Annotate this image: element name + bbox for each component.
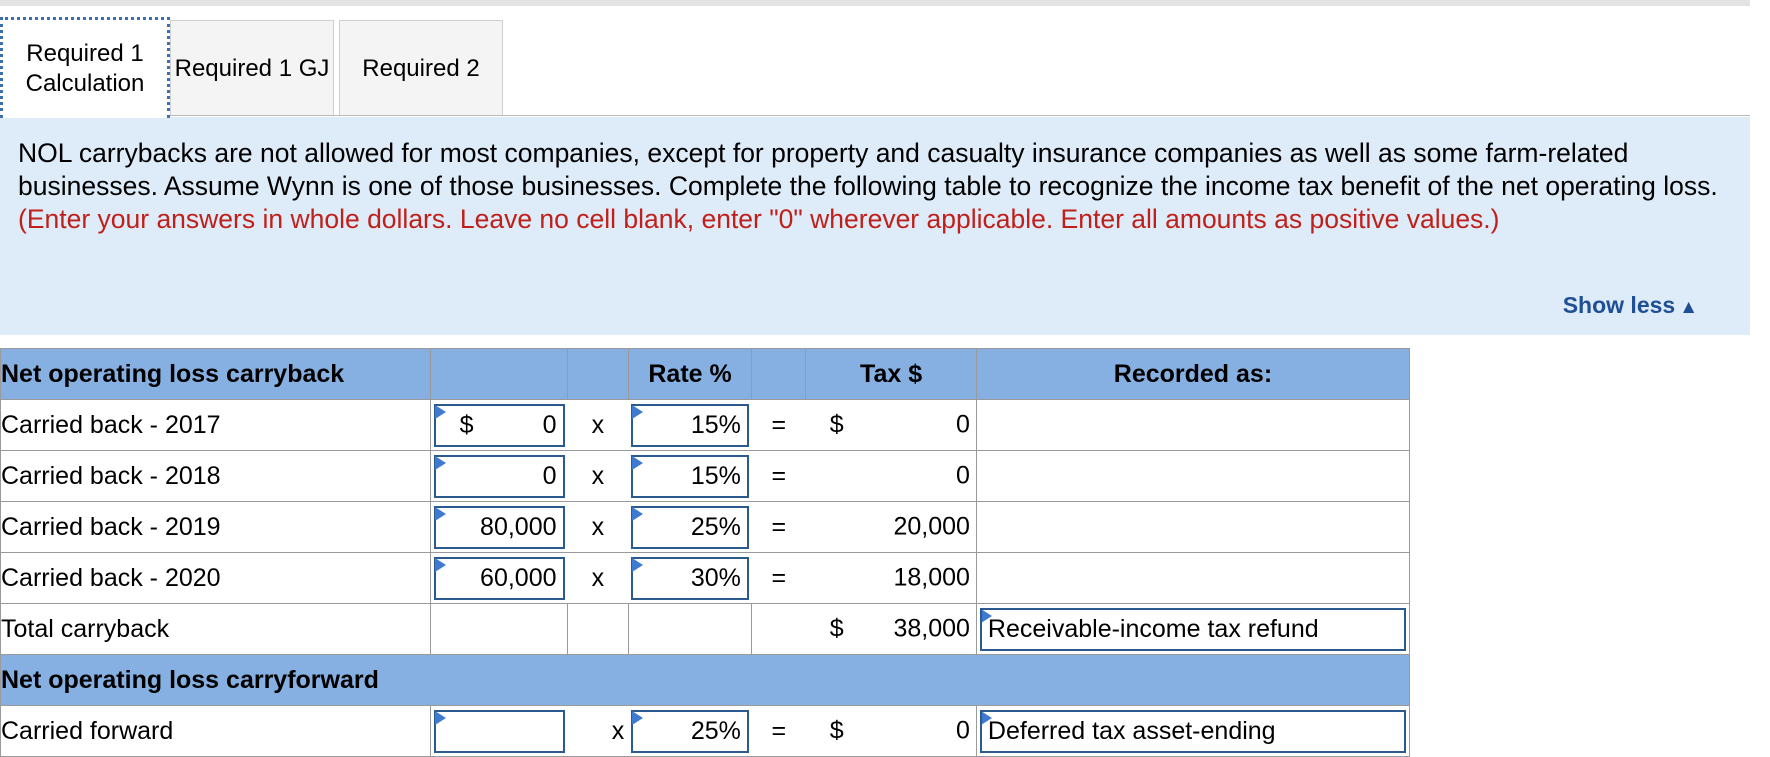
- total-tax-cell: [806, 604, 977, 655]
- nol-table: [0, 348, 1410, 757]
- total-empty-cell: [568, 604, 629, 655]
- currency-symbol: $: [829, 410, 844, 439]
- amount-cell: [430, 706, 567, 757]
- carryforward-row: [1, 706, 1410, 757]
- times-sign: x: [568, 706, 629, 757]
- amount-cell: [430, 451, 567, 502]
- tab-label-line2: Calculation: [25, 70, 145, 97]
- amount-input[interactable]: [434, 506, 565, 549]
- rate-value: 30%: [690, 563, 741, 592]
- times-sign: x: [568, 553, 629, 604]
- amount-input[interactable]: [434, 404, 565, 447]
- equals-sign: =: [752, 502, 806, 553]
- tab-required-2[interactable]: [339, 20, 503, 116]
- rate-cell: [628, 451, 752, 502]
- table-row: [1, 502, 1410, 553]
- rate-cell: [628, 706, 752, 757]
- header-recorded: Recorded as:: [976, 349, 1409, 400]
- rate-cell: [628, 553, 752, 604]
- total-empty-cell: [752, 604, 806, 655]
- header-carryback: Net operating loss carryback: [1, 349, 431, 400]
- amount-value: 60,000: [480, 563, 557, 592]
- show-less-label: Show less: [1562, 292, 1676, 318]
- tax-value: 0: [956, 716, 970, 745]
- recorded-cell: [976, 706, 1409, 757]
- total-recorded-cell: [976, 604, 1409, 655]
- equals-sign: =: [752, 553, 806, 604]
- rate-input[interactable]: [631, 710, 749, 753]
- tax-cell: [806, 553, 977, 604]
- table-row: [1, 400, 1410, 451]
- tax-value: 0: [956, 410, 970, 439]
- amount-cell: [430, 553, 567, 604]
- recorded-cell: [976, 553, 1409, 604]
- tax-cell: [806, 706, 977, 757]
- rate-cell: [628, 400, 752, 451]
- carryforward-header-row: [1, 655, 1410, 706]
- equals-sign: =: [752, 400, 806, 451]
- rate-cell: [628, 502, 752, 553]
- tax-value: 18,000: [893, 563, 970, 592]
- total-row: [1, 604, 1410, 655]
- tax-value: 20,000: [893, 512, 970, 541]
- currency-symbol: $: [829, 716, 844, 745]
- currency-symbol: $: [829, 614, 844, 643]
- recorded-cell: [976, 502, 1409, 553]
- rate-input[interactable]: [631, 506, 749, 549]
- table-row: [1, 451, 1410, 502]
- tab-required-1-gj[interactable]: [170, 20, 334, 116]
- show-less-link[interactable]: [1563, 289, 1698, 324]
- recorded-cell: [976, 400, 1409, 451]
- tax-cell: [806, 502, 977, 553]
- recorded-as-select[interactable]: [980, 710, 1406, 753]
- rate-input[interactable]: [631, 455, 749, 498]
- tab-required-1-calculation[interactable]: [0, 17, 170, 118]
- amount-input[interactable]: [434, 455, 565, 498]
- recorded-cell: [976, 451, 1409, 502]
- amount-value: 80,000: [480, 512, 557, 541]
- instructions-panel: [0, 117, 1750, 335]
- amount-cell: [430, 400, 567, 451]
- tab-label-line1: Required 1: [26, 40, 144, 67]
- tab-label: Required 1 GJ: [174, 54, 330, 82]
- header-eq: [752, 349, 806, 400]
- tax-cell: [806, 400, 977, 451]
- currency-symbol: $: [459, 410, 474, 439]
- header-tax: Tax $: [806, 349, 977, 400]
- header-x: [568, 349, 629, 400]
- amount-value: 0: [542, 461, 557, 490]
- rate-value: 25%: [690, 716, 741, 745]
- header-carryforward: Net operating loss carryforward: [1, 655, 1410, 706]
- amount-value: 0: [542, 410, 557, 439]
- total-empty-cell: [430, 604, 567, 655]
- recorded-as-value: Receivable-income tax refund: [987, 614, 1319, 643]
- tax-cell: [806, 451, 977, 502]
- table-row: [1, 553, 1410, 604]
- rate-value: 25%: [690, 512, 741, 541]
- header-rate: Rate %: [628, 349, 752, 400]
- total-label: Total carryback: [1, 604, 431, 655]
- row-label: Carried forward: [1, 706, 431, 757]
- equals-sign: =: [752, 706, 806, 757]
- rate-input[interactable]: [631, 404, 749, 447]
- amount-input[interactable]: [434, 557, 565, 600]
- rate-input[interactable]: [631, 557, 749, 600]
- tab-bar: [0, 17, 1750, 117]
- amount-cell: [430, 502, 567, 553]
- recorded-as-select[interactable]: [980, 608, 1406, 651]
- triangle-up-icon: ▲: [1679, 297, 1698, 318]
- row-label: Carried back - 2018: [1, 451, 431, 502]
- row-label: Carried back - 2017: [1, 400, 431, 451]
- total-tax-value: 38,000: [893, 614, 970, 643]
- instructions-text: NOL carrybacks are not allowed for most companies, except for property and casualty insurance companies as well as some farm-related businesses. Assume Wynn is one of those businesses. Complete the following table to recognize the income tax benefit of the net operating loss.: [18, 138, 1718, 201]
- table-header-row: [1, 349, 1410, 400]
- times-sign: x: [568, 400, 629, 451]
- tax-value: 0: [956, 461, 970, 490]
- recorded-as-value: Deferred tax asset-ending: [987, 716, 1276, 745]
- row-label: Carried back - 2020: [1, 553, 431, 604]
- total-empty-cell: [628, 604, 752, 655]
- top-bar: [0, 0, 1750, 6]
- carryforward-amount-input[interactable]: [434, 710, 565, 753]
- tab-divider: [0, 115, 1750, 116]
- equals-sign: =: [752, 451, 806, 502]
- times-sign: x: [568, 451, 629, 502]
- rate-value: 15%: [690, 461, 741, 490]
- instructions-note: (Enter your answers in whole dollars. Leave no cell blank, enter "0" wherever applicable. Enter all amounts as positive values.): [18, 204, 1500, 234]
- header-amount: [430, 349, 567, 400]
- rate-value: 15%: [690, 410, 741, 439]
- times-sign: x: [568, 502, 629, 553]
- row-label: Carried back - 2019: [1, 502, 431, 553]
- tab-label: Required 2: [362, 54, 480, 82]
